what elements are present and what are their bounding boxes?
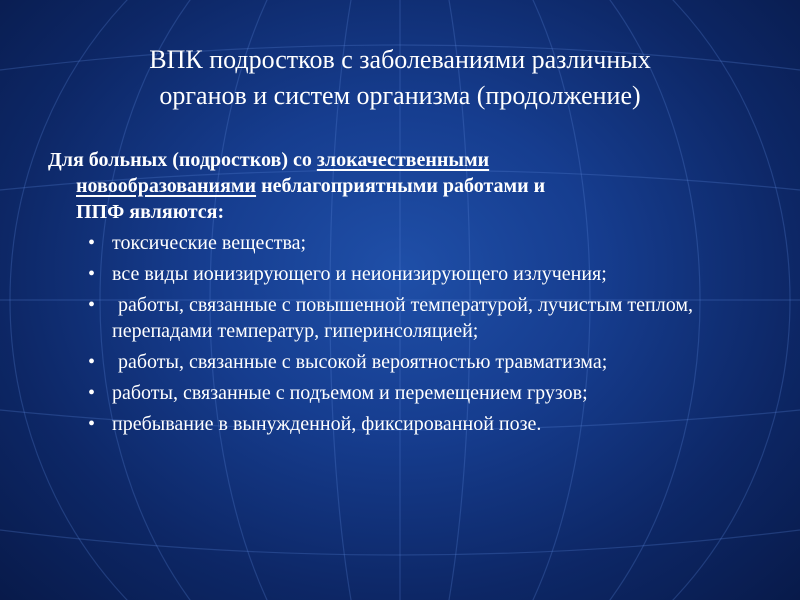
list-item-text: работы, связанные с повышенной температурой, лучистым теплом, перепадами температур, гиперинсоляцией;: [112, 294, 693, 342]
intro-line-2: [48, 173, 728, 199]
list-item-text: все виды ионизирующего и неионизирующего излучения;: [112, 263, 607, 285]
bullet-icon: •: [88, 232, 96, 254]
list-item-text: пребывание в вынужденной, фиксированной позе.: [112, 413, 542, 435]
slide-title-line-2: органов и систем организма (продолжение): [159, 81, 641, 110]
intro-line-3: ППФ являются:: [76, 201, 225, 223]
list-item: [88, 349, 768, 375]
list-item: [88, 411, 768, 437]
list-item-text: токсические вещества;: [112, 232, 307, 254]
intro-underlined-2: новообразованиями: [76, 175, 257, 197]
bullet-icon: •: [88, 351, 96, 373]
intro-underlined-1: злокачественными: [316, 149, 490, 171]
bullet-icon: •: [88, 413, 96, 435]
list-item: [88, 292, 768, 344]
list-item: [88, 380, 768, 406]
bullet-icon: •: [88, 294, 96, 316]
intro-paragraph: [48, 147, 728, 225]
slide-title-line-1: ВПК подростков с заболеваниями различных: [149, 45, 651, 74]
list-item: [88, 261, 768, 287]
list-item-text: работы, связанные с высокой вероятностью травматизма;: [118, 351, 608, 373]
slide-title: [60, 42, 740, 114]
bullet-icon: •: [88, 263, 96, 285]
bullet-list: [88, 230, 768, 442]
intro-text-1: Для больных (подростков) со: [48, 149, 317, 171]
bullet-icon: •: [88, 382, 96, 404]
list-item-text: работы, связанные с подъемом и перемещением грузов;: [112, 382, 588, 404]
intro-text-2: неблагоприятными работами и: [256, 175, 546, 197]
list-item: [88, 230, 768, 256]
